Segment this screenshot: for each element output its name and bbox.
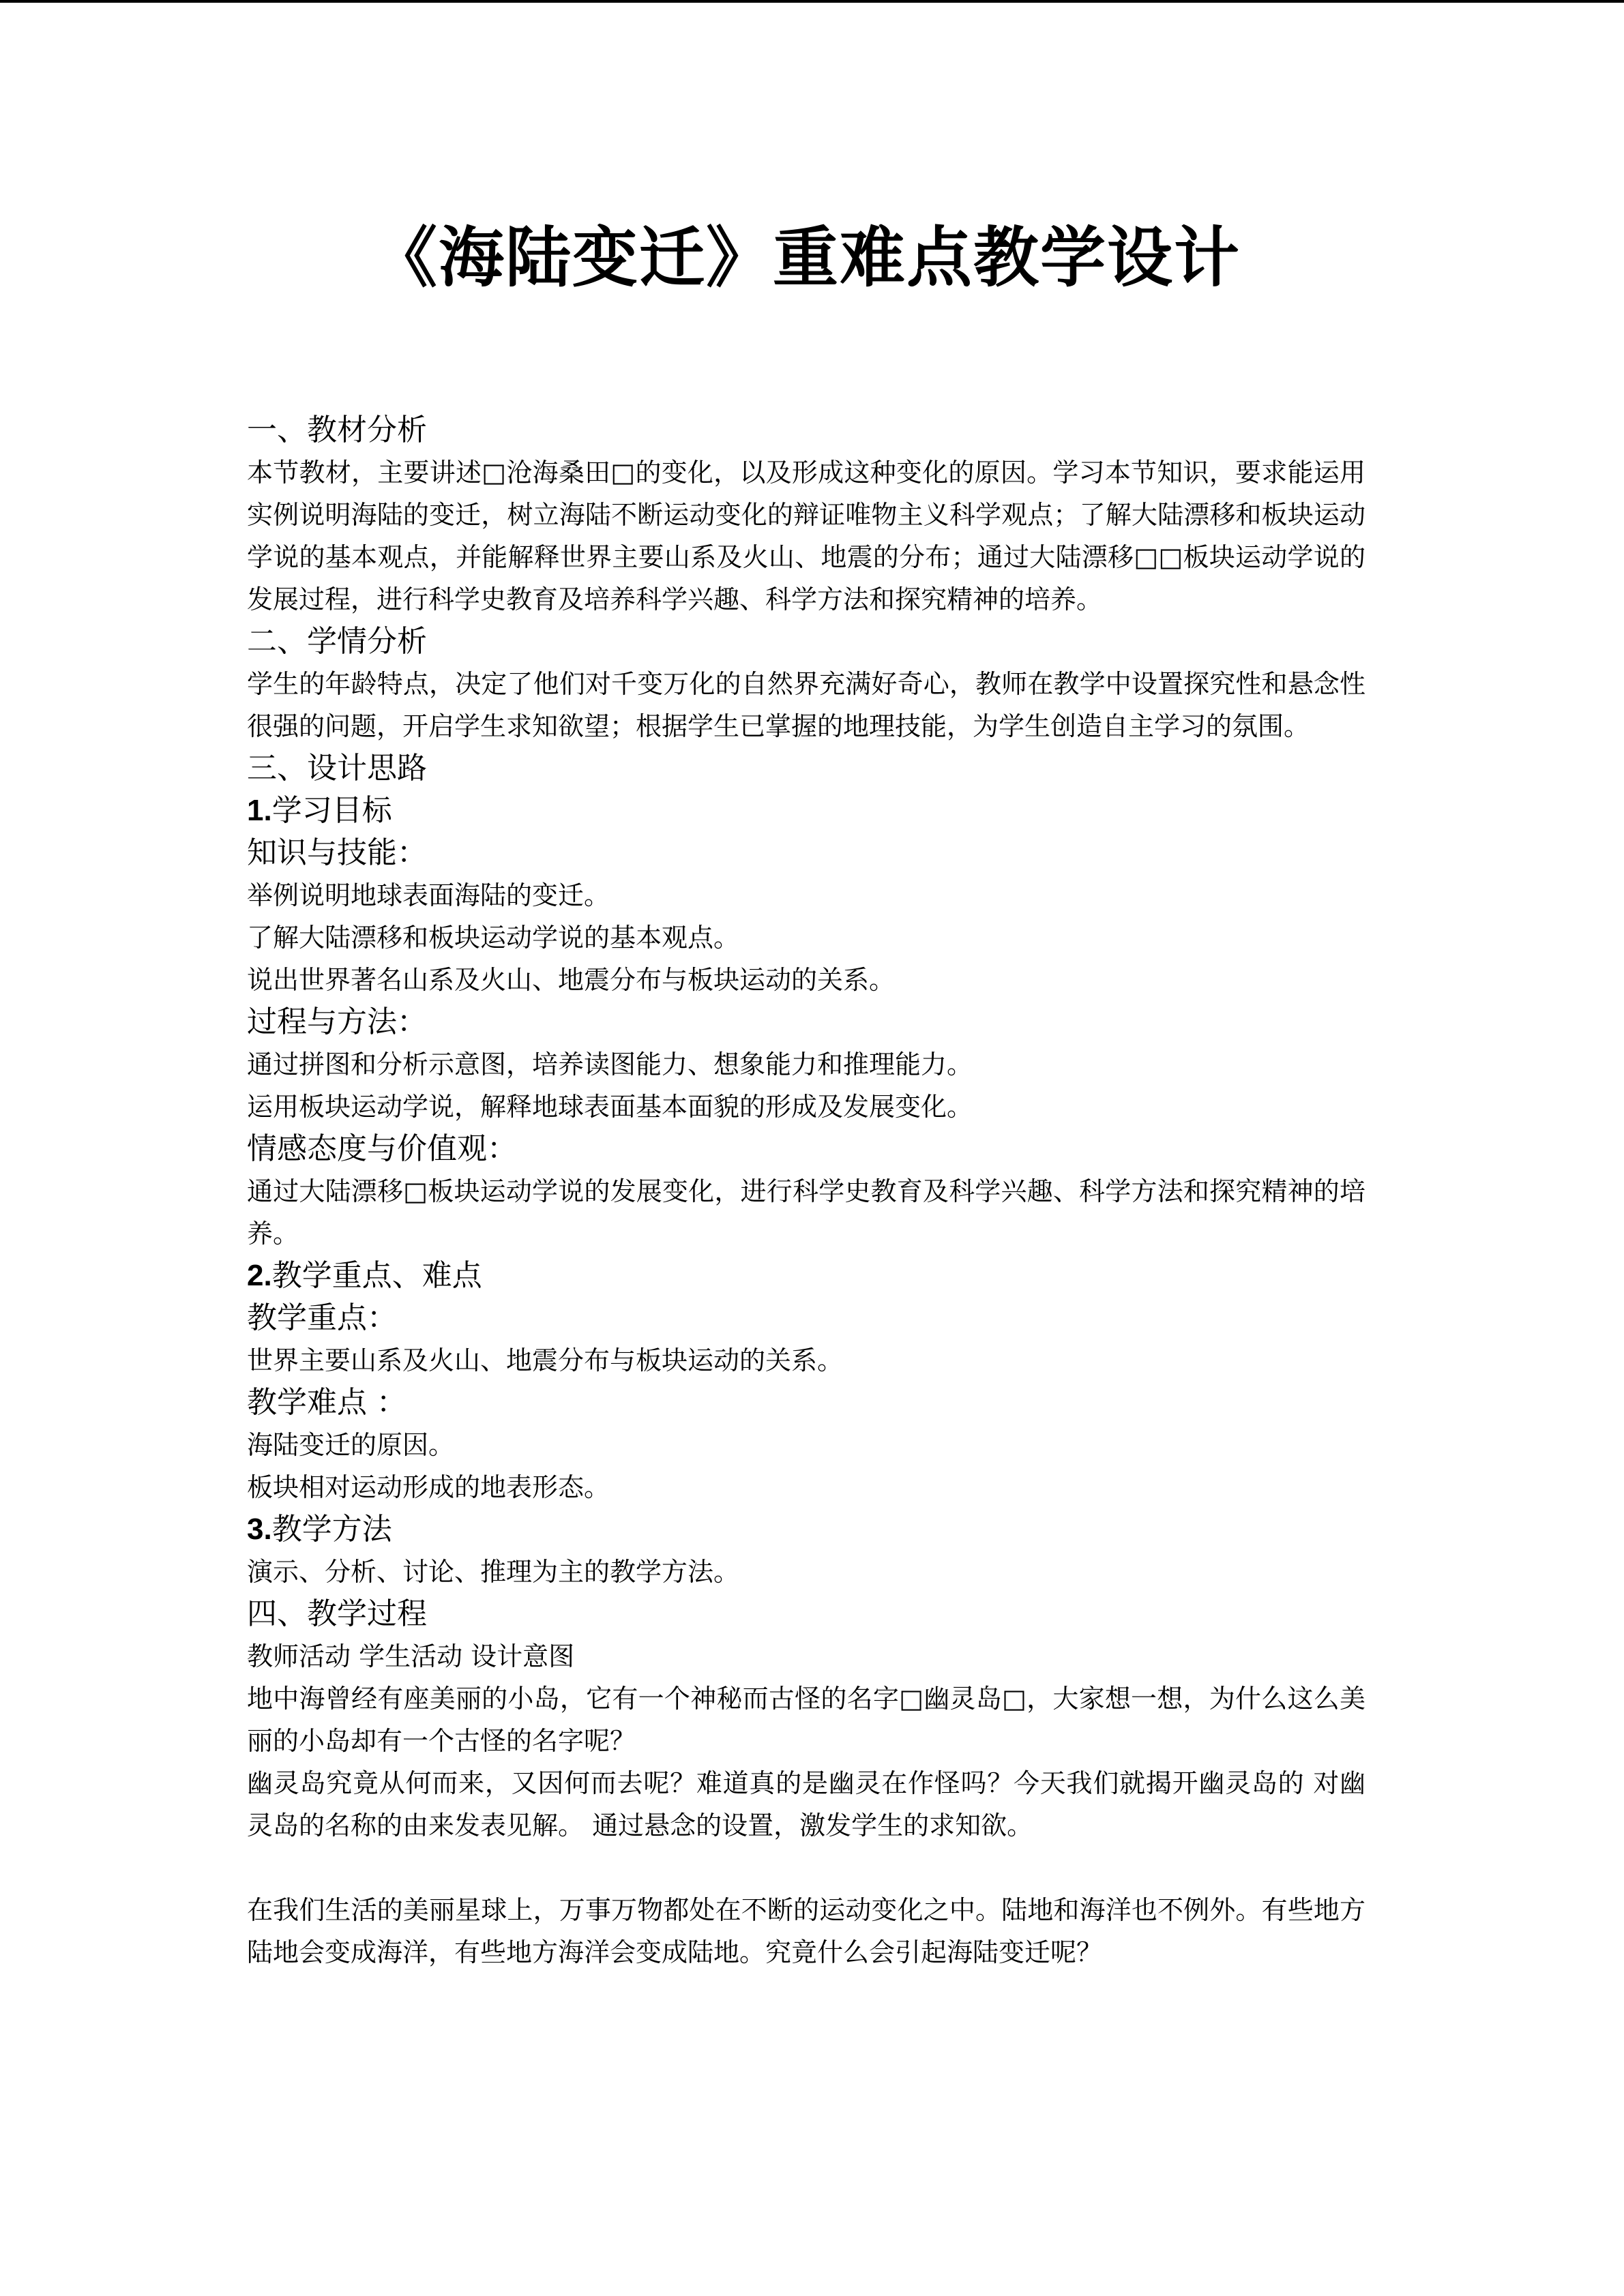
section-heading-students: 二、学情分析 [247, 624, 427, 659]
knowledge-item: 了解大陆漂移和板块运动学说的基本观点。 [247, 923, 740, 953]
difficult-point-item: 海陆变迁的原因。 [247, 1430, 455, 1460]
process-methods-heading: 过程与方法： [247, 1004, 427, 1039]
knowledge-item: 举例说明地球表面海陆的变迁。 [247, 880, 610, 910]
materials-paragraph: 本节教材，主要讲述□沧海桑田□的变化，以及形成这种变化的原因。学习本节知识，要求能运用实例说明海陆的变迁，树立海陆不断运动变化的辩证唯物主义科学观点；了解大陆漂移和板块运动学说的基本观点，并能解释世界主要山系及火山、地震的分布；通过大陆漂移□□板块运动学说的发展过程，进行科学史教育及培养科学兴趣、科学方法和探究精神的培养。 [247, 458, 1365, 614]
key-points-heading: 教学重点： [247, 1300, 397, 1335]
knowledge-skills-heading: 知识与技能： [247, 835, 427, 870]
section-heading-materials: 一、教材分析 [247, 413, 427, 447]
key-point-item: 世界主要山系及火山、地震分布与板块运动的关系。 [247, 1345, 844, 1375]
paragraph-spacer [247, 1847, 1365, 1889]
section-heading-design: 三、设计思路 [247, 751, 427, 786]
knowledge-item: 说出世界著名山系及火山、地震分布与板块运动的关系。 [247, 965, 896, 995]
subheading-label: 学习目标 [271, 793, 392, 828]
document-title: 《海陆变迁》重难点教学设计 [372, 219, 1241, 296]
process-column-labels: 教师活动 学生活动 设计意图 [247, 1641, 575, 1671]
emotion-values-heading: 情感态度与价值观： [247, 1131, 517, 1166]
students-paragraph: 学生的年龄特点，决定了他们对千变万化的自然界充满好奇心，教师在教学中设置探究性和悬念性很强的问题，开启学生求知欲望；根据学生已掌握的地理技能，为学生创造自主学习的氛围。 [247, 669, 1365, 741]
process-item: 运用板块运动学说，解释地球表面基本面貌的形成及发展变化。 [247, 1092, 973, 1122]
difficult-points-heading: 教学难点 ： [247, 1385, 407, 1420]
teaching-method-text: 演示、分析、讨论、推理为主的教学方法。 [247, 1557, 740, 1587]
process-paragraph-suspense: 幽灵岛究竟从何而来，又因何而去呢？难道真的是幽灵在作怪吗？今天我们就揭开幽灵岛的 对幽灵岛的名称的由来发表见解。 通过悬念的设置，激发学生的求知欲。 [247, 1768, 1365, 1840]
difficult-point-item: 板块相对运动形成的地表形态。 [247, 1472, 610, 1502]
subheading-label: 教学重点、难点 [271, 1258, 482, 1293]
subheading-teaching-method [247, 1508, 1365, 1551]
subheading-key-difficult-points [247, 1255, 1365, 1297]
process-paragraph-land-sea-change: 在我们生活的美丽星球上，万事万物都处在不断的运动变化之中。陆地和海洋也不例外。有些地方陆地会变成海洋，有些地方海洋会变成陆地。究竟什么会引起海陆变迁呢？ [247, 1895, 1365, 1967]
subheading-label: 教学方法 [271, 1512, 392, 1547]
subheading-learning-goals [247, 790, 1365, 832]
emotion-values-paragraph: 通过大陆漂移□板块运动学说的发展变化，进行科学史教育及科学兴趣、科学方法和探究精神的培养。 [247, 1176, 1365, 1249]
subheading-number: 1. [247, 794, 272, 827]
subheading-number: 3. [247, 1512, 272, 1546]
process-paragraph-ghost-island: 地中海曾经有座美丽的小岛，它有一个神秘而古怪的名字□幽灵岛□，大家想一想，为什么这么美丽的小岛却有一个古怪的名字呢？ [247, 1684, 1365, 1756]
process-item: 通过拼图和分析示意图，培养读图能力、想象能力和推理能力。 [247, 1049, 973, 1079]
top-border-line [0, 0, 1624, 3]
section-heading-process: 四、教学过程 [247, 1596, 427, 1631]
document-body [247, 409, 1365, 1973]
subheading-number: 2. [247, 1259, 272, 1292]
